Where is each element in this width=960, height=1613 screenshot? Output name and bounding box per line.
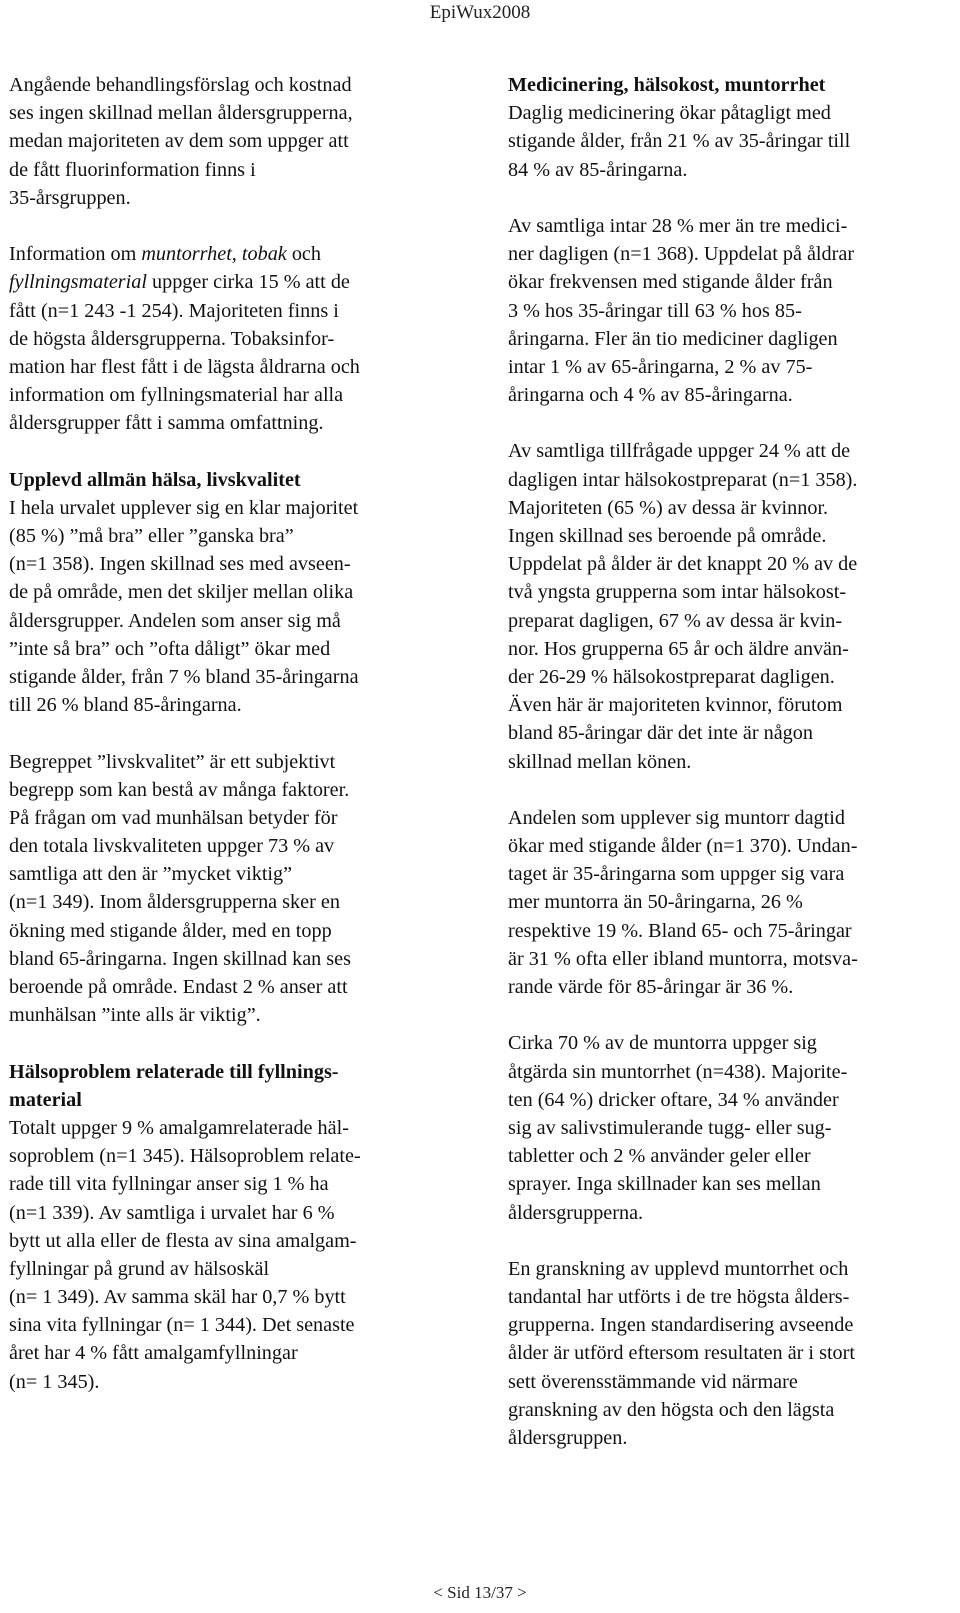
text-line: Information om muntorrhet, tobak och bbox=[9, 243, 321, 266]
text-line: respektive 19 %. Bland 65- och 75-åringar bbox=[508, 919, 852, 942]
heading-line: Upplevd allmän hälsa, livskvalitet bbox=[9, 468, 301, 491]
paragraph-gap bbox=[508, 1227, 948, 1255]
text-line: begrepp som kan bestå av många faktorer. bbox=[9, 778, 350, 801]
text-line: de på område, men det skiljer mellan olika bbox=[9, 581, 354, 604]
page-number: < Sid 13/37 > bbox=[433, 1583, 527, 1602]
text-line: Majoriteten (65 %) av dessa är kvinnor. bbox=[508, 496, 829, 519]
paragraph bbox=[9, 494, 449, 720]
text-line: dagligen intar hälsokostpreparat (n=1 358). bbox=[508, 468, 858, 491]
text-line: 3 % hos 35-åringar till 63 % hos 85- bbox=[508, 299, 802, 322]
text-line: bland 65-åringarna. Ingen skillnad kan ses bbox=[9, 947, 351, 970]
text-line: sprayer. Inga skillnader kan ses mellan bbox=[508, 1173, 821, 1196]
heading-line: material bbox=[9, 1088, 82, 1111]
text-line: ålder är utförd eftersom resultaten är i stort bbox=[508, 1342, 855, 1365]
text-line: ökar med stigande ålder (n=1 370). Undan- bbox=[508, 835, 858, 858]
text-line: tandantal har utförts i de tre högsta ålders- bbox=[508, 1286, 850, 1309]
text-line: ner dagligen (n=1 368). Uppdelat på åldrar bbox=[508, 243, 855, 266]
text-line: 35-årsgruppen. bbox=[9, 186, 131, 209]
left-column bbox=[9, 71, 449, 1396]
paragraph-gap bbox=[508, 409, 948, 437]
text-line: Ingen skillnad ses beroende på område. bbox=[508, 525, 827, 547]
text-line: Cirka 70 % av de muntorra uppger sig bbox=[508, 1032, 817, 1055]
text-line: mation har flest fått i de lägsta åldrarna och bbox=[9, 355, 360, 378]
paragraph bbox=[508, 99, 948, 184]
text-line: der 26-29 % hälsokostpreparat dagligen. bbox=[508, 665, 835, 688]
text-line: Begreppet ”livskvalitet” är ett subjektivt bbox=[9, 750, 336, 773]
paragraph-gap bbox=[9, 212, 449, 240]
paragraph bbox=[508, 437, 948, 775]
text-line: ses ingen skillnad mellan åldersgrupperna, bbox=[9, 102, 353, 125]
text-line: Totalt uppger 9 % amalgamrelaterade häl- bbox=[9, 1116, 349, 1139]
text-line: skillnad mellan könen. bbox=[508, 750, 692, 773]
heading-line: Hälsoproblem relaterade till fyllnings- bbox=[9, 1060, 339, 1083]
text-line: ökning med stigande ålder, med en topp bbox=[9, 919, 332, 942]
paragraph bbox=[508, 804, 948, 1001]
text-line: Av samtliga intar 28 % mer än tre medici- bbox=[508, 214, 848, 237]
section-heading bbox=[508, 71, 948, 99]
text-line: information om fyllningsmaterial har alla bbox=[9, 384, 344, 407]
text-line: bland 85-åringar där det inte är någon bbox=[508, 722, 813, 745]
text-line: En granskning av upplevd muntorrhet och bbox=[508, 1257, 849, 1280]
right-column bbox=[508, 71, 948, 1452]
paragraph-gap bbox=[9, 1029, 449, 1057]
text-line: Daglig medicinering ökar påtagligt med bbox=[508, 102, 831, 125]
text-line: granskning av den högsta och den lägsta bbox=[508, 1398, 835, 1421]
text-line: (85 %) ”må bra” eller ”ganska bra” bbox=[9, 525, 294, 547]
text-line: Andelen som upplever sig muntorr dagtid bbox=[508, 806, 845, 829]
text-line: fått (n=1 243 -1 254). Majoriteten finns i bbox=[9, 299, 339, 322]
paragraph-gap bbox=[9, 719, 449, 747]
text-line: preparat dagligen, 67 % av dessa är kvin- bbox=[508, 609, 843, 632]
text-line: mer muntorra än 50-åringarna, 26 % bbox=[508, 891, 803, 914]
text-line: beroende på område. Endast 2 % anser att bbox=[9, 976, 348, 998]
text-line: de högsta åldersgrupperna. Tobaksinfor- bbox=[9, 327, 335, 350]
text-line: (n=1 339). Av samtliga i urvalet har 6 % bbox=[9, 1201, 335, 1224]
paragraph bbox=[9, 748, 449, 1030]
text-line: åringarna och 4 % av 85-åringarna. bbox=[508, 384, 793, 407]
text-line: samtliga att den är ”mycket viktig” bbox=[9, 863, 293, 886]
section-heading bbox=[9, 466, 449, 494]
text-line: ökar frekvensen med stigande ålder från bbox=[508, 271, 833, 294]
paragraph-gap bbox=[508, 776, 948, 804]
text-line: två yngsta grupperna som intar hälsokost- bbox=[508, 581, 847, 604]
text-line: tabletter och 2 % använder geler eller bbox=[508, 1145, 811, 1168]
text-line: de fått fluorinformation finns i bbox=[9, 158, 256, 181]
text-line: 84 % av 85-åringarna. bbox=[508, 158, 688, 181]
text-line: är 31 % ofta eller ibland muntorra, motsva- bbox=[508, 947, 858, 970]
text-line: intar 1 % av 65-åringarna, 2 % av 75- bbox=[508, 355, 813, 378]
section-heading bbox=[9, 1058, 449, 1114]
text-line: grupperna. Ingen standardisering avseende bbox=[508, 1314, 854, 1337]
page-header-title: EpiWux2008 bbox=[429, 2, 531, 23]
heading-line: Medicinering, hälsokost, muntorrhet bbox=[508, 74, 826, 96]
text-line: bytt ut alla eller de flesta av sina amalgam- bbox=[9, 1229, 357, 1252]
paragraph bbox=[9, 240, 449, 437]
text-line: den totala livskvaliteten uppger 73 % av bbox=[9, 835, 335, 858]
text-line: Uppdelat på ålder är det knappt 20 % av de bbox=[508, 553, 858, 576]
text-line: munhälsan ”inte alls är viktig”. bbox=[9, 1004, 261, 1027]
text-line: sina vita fyllningar (n= 1 344). Det senaste bbox=[9, 1314, 355, 1337]
text-line: åringarna. Fler än tio mediciner dagligen bbox=[508, 327, 838, 350]
text-line: åldersgrupper. Andelen som anser sig må bbox=[9, 609, 341, 632]
text-line: (n= 1 349). Av samma skäl har 0,7 % bytt bbox=[9, 1286, 346, 1309]
text-line: (n=1 358). Ingen skillnad ses med avseen- bbox=[9, 553, 351, 576]
text-line: Av samtliga tillfrågade uppger 24 % att de bbox=[508, 440, 851, 463]
paragraph-gap bbox=[508, 1001, 948, 1029]
paragraph-gap bbox=[9, 437, 449, 465]
text-line: till 26 % bland 85-åringarna. bbox=[9, 694, 242, 717]
text-line: rade till vita fyllningar anser sig 1 % ha bbox=[9, 1173, 329, 1196]
text-line: Angående behandlingsförslag och kostnad bbox=[9, 74, 352, 96]
text-line: ten (64 %) dricker oftare, 34 % använder bbox=[508, 1088, 839, 1111]
text-line: rande värde för 85-åringar är 36 %. bbox=[508, 976, 794, 998]
text-line: åldersgrupperna. bbox=[508, 1201, 644, 1224]
text-line: sett överensstämmande vid närmare bbox=[508, 1370, 798, 1393]
text-line: åldersgrupper fått i samma omfattning. bbox=[9, 412, 324, 435]
paragraph-gap bbox=[508, 184, 948, 212]
text-line: taget är 35-åringarna som uppger sig vara bbox=[508, 863, 845, 886]
text-line: året har 4 % fått amalgamfyllningar bbox=[9, 1342, 298, 1365]
paragraph bbox=[9, 1114, 449, 1396]
text-line: medan majoriteten av dem som uppger att bbox=[9, 130, 349, 153]
text-line: åldersgruppen. bbox=[508, 1427, 628, 1449]
paragraph bbox=[508, 1029, 948, 1226]
text-line: (n=1 349). Inom åldersgrupperna sker en bbox=[9, 891, 340, 914]
text-line: På frågan om vad munhälsan betyder för bbox=[9, 806, 338, 829]
text-line: ”inte så bra” och ”ofta dåligt” ökar med bbox=[9, 637, 331, 660]
text-line: åtgärda sin muntorrhet (n=438). Majorite- bbox=[508, 1060, 848, 1083]
text-line: (n= 1 345). bbox=[9, 1370, 100, 1393]
paragraph bbox=[9, 71, 449, 212]
text-line: sig av salivstimulerande tugg- eller sug- bbox=[508, 1116, 832, 1139]
paragraph bbox=[508, 1255, 948, 1452]
text-line: soproblem (n=1 345). Hälsoproblem relate- bbox=[9, 1145, 361, 1168]
text-line: Även här är majoriteten kvinnor, förutom bbox=[508, 694, 843, 717]
text-line: stigande ålder, från 21 % av 35-åringar till bbox=[508, 130, 851, 153]
text-line: fyllningsmaterial uppger cirka 15 % att de bbox=[9, 271, 350, 294]
paragraph bbox=[508, 212, 948, 409]
text-line: I hela urvalet upplever sig en klar majoritet bbox=[9, 496, 359, 519]
text-line: stigande ålder, från 7 % bland 35-åringarna bbox=[9, 665, 359, 688]
text-line: nor. Hos grupperna 65 år och äldre använ- bbox=[508, 637, 849, 660]
text-line: fyllningar på grund av hälsoskäl bbox=[9, 1257, 270, 1280]
